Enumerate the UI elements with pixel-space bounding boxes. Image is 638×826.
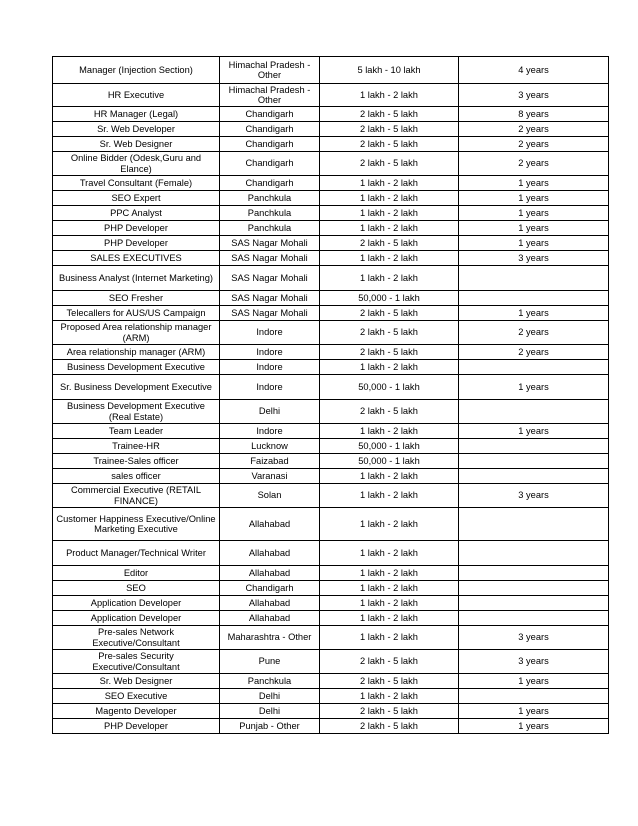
job-salary-cell: 2 lakh - 5 lakh: [320, 719, 459, 734]
job-location-cell: Allahabad: [220, 508, 320, 541]
job-experience-cell: 1 years: [459, 176, 609, 191]
job-location-cell: Maharashtra - Other: [220, 626, 320, 650]
job-salary-cell: 1 lakh - 2 lakh: [320, 566, 459, 581]
job-salary-cell: 2 lakh - 5 lakh: [320, 107, 459, 122]
job-position-cell: SEO Executive: [53, 689, 220, 704]
job-location-cell: Panchkula: [220, 674, 320, 689]
job-salary-cell: 1 lakh - 2 lakh: [320, 221, 459, 236]
job-experience-cell: 1 years: [459, 306, 609, 321]
job-location-cell: Chandigarh: [220, 107, 320, 122]
job-experience-cell: [459, 469, 609, 484]
table-row: [53, 719, 609, 734]
table-row: [53, 152, 609, 176]
job-experience-cell: 1 years: [459, 221, 609, 236]
table-row: [53, 176, 609, 191]
table-row: [53, 650, 609, 674]
table-row: [53, 191, 609, 206]
job-experience-cell: [459, 581, 609, 596]
job-location-cell: Indore: [220, 360, 320, 375]
job-experience-cell: 1 years: [459, 236, 609, 251]
job-salary-cell: 1 lakh - 2 lakh: [320, 596, 459, 611]
job-salary-cell: 2 lakh - 5 lakh: [320, 400, 459, 424]
job-salary-cell: 50,000 - 1 lakh: [320, 439, 459, 454]
job-position-cell: sales officer: [53, 469, 220, 484]
table-row: [53, 266, 609, 291]
job-location-cell: Lucknow: [220, 439, 320, 454]
job-experience-cell: 1 years: [459, 375, 609, 400]
table-row: [53, 689, 609, 704]
job-salary-cell: 1 lakh - 2 lakh: [320, 689, 459, 704]
job-salary-cell: 50,000 - 1 lakh: [320, 291, 459, 306]
table-row: [53, 57, 609, 84]
table-row: [53, 84, 609, 107]
table-row: [53, 626, 609, 650]
job-position-cell: Pre-sales Security Executive/Consultant: [53, 650, 220, 674]
job-experience-cell: 1 years: [459, 191, 609, 206]
job-location-cell: Panchkula: [220, 206, 320, 221]
job-location-cell: Solan: [220, 484, 320, 508]
job-salary-cell: 1 lakh - 2 lakh: [320, 508, 459, 541]
job-position-cell: Customer Happiness Executive/Online Marketing Executive: [53, 508, 220, 541]
job-position-cell: Editor: [53, 566, 220, 581]
job-experience-cell: 3 years: [459, 84, 609, 107]
job-position-cell: Sr. Web Developer: [53, 122, 220, 137]
job-position-cell: Trainee-Sales officer: [53, 454, 220, 469]
job-salary-cell: 1 lakh - 2 lakh: [320, 176, 459, 191]
job-location-cell: Indore: [220, 321, 320, 345]
job-position-cell: Application Developer: [53, 611, 220, 626]
table-row: [53, 221, 609, 236]
table-row: [53, 137, 609, 152]
job-salary-cell: 1 lakh - 2 lakh: [320, 581, 459, 596]
job-salary-cell: 2 lakh - 5 lakh: [320, 674, 459, 689]
job-position-cell: PPC Analyst: [53, 206, 220, 221]
job-salary-cell: 1 lakh - 2 lakh: [320, 626, 459, 650]
job-experience-cell: 2 years: [459, 345, 609, 360]
jobs-table: [52, 56, 609, 734]
job-location-cell: Chandigarh: [220, 152, 320, 176]
job-experience-cell: 1 years: [459, 674, 609, 689]
table-row: [53, 674, 609, 689]
job-salary-cell: 2 lakh - 5 lakh: [320, 236, 459, 251]
job-position-cell: Business Development Executive (Real Estate): [53, 400, 220, 424]
table-row: [53, 424, 609, 439]
job-position-cell: Sr. Business Development Executive: [53, 375, 220, 400]
job-salary-cell: 1 lakh - 2 lakh: [320, 541, 459, 566]
job-position-cell: Magento Developer: [53, 704, 220, 719]
table-row: [53, 291, 609, 306]
jobs-table-body: [53, 57, 609, 734]
table-row: [53, 581, 609, 596]
job-position-cell: PHP Developer: [53, 221, 220, 236]
job-location-cell: Chandigarh: [220, 176, 320, 191]
job-position-cell: Sr. Web Designer: [53, 137, 220, 152]
job-experience-cell: 1 years: [459, 704, 609, 719]
job-experience-cell: [459, 360, 609, 375]
job-experience-cell: 3 years: [459, 650, 609, 674]
job-position-cell: HR Manager (Legal): [53, 107, 220, 122]
job-location-cell: Indore: [220, 424, 320, 439]
job-experience-cell: 1 years: [459, 424, 609, 439]
job-location-cell: Panchkula: [220, 191, 320, 206]
job-position-cell: Business Analyst (Internet Marketing): [53, 266, 220, 291]
job-experience-cell: [459, 508, 609, 541]
table-row: [53, 360, 609, 375]
table-row: [53, 236, 609, 251]
job-salary-cell: 1 lakh - 2 lakh: [320, 360, 459, 375]
job-position-cell: Travel Consultant (Female): [53, 176, 220, 191]
job-position-cell: Pre-sales Network Executive/Consultant: [53, 626, 220, 650]
job-location-cell: Himachal Pradesh - Other: [220, 57, 320, 84]
job-location-cell: SAS Nagar Mohali: [220, 266, 320, 291]
job-experience-cell: [459, 566, 609, 581]
table-row: [53, 566, 609, 581]
table-row: [53, 345, 609, 360]
job-salary-cell: 2 lakh - 5 lakh: [320, 704, 459, 719]
job-position-cell: Sr. Web Designer: [53, 674, 220, 689]
job-experience-cell: [459, 454, 609, 469]
job-salary-cell: 2 lakh - 5 lakh: [320, 122, 459, 137]
table-row: [53, 206, 609, 221]
job-experience-cell: [459, 611, 609, 626]
job-experience-cell: [459, 439, 609, 454]
table-row: [53, 107, 609, 122]
job-position-cell: SALES EXECUTIVES: [53, 251, 220, 266]
job-location-cell: Indore: [220, 345, 320, 360]
table-row: [53, 469, 609, 484]
table-row: [53, 439, 609, 454]
job-salary-cell: 1 lakh - 2 lakh: [320, 206, 459, 221]
job-position-cell: Team Leader: [53, 424, 220, 439]
job-position-cell: Trainee-HR: [53, 439, 220, 454]
job-experience-cell: [459, 541, 609, 566]
job-location-cell: SAS Nagar Mohali: [220, 291, 320, 306]
job-position-cell: PHP Developer: [53, 236, 220, 251]
job-salary-cell: 1 lakh - 2 lakh: [320, 424, 459, 439]
table-row: [53, 596, 609, 611]
table-row: [53, 704, 609, 719]
job-experience-cell: [459, 689, 609, 704]
job-experience-cell: 8 years: [459, 107, 609, 122]
job-experience-cell: [459, 266, 609, 291]
job-experience-cell: 3 years: [459, 251, 609, 266]
job-location-cell: SAS Nagar Mohali: [220, 251, 320, 266]
job-experience-cell: [459, 400, 609, 424]
job-location-cell: Punjab - Other: [220, 719, 320, 734]
job-position-cell: SEO Expert: [53, 191, 220, 206]
job-location-cell: Varanasi: [220, 469, 320, 484]
job-location-cell: Allahabad: [220, 541, 320, 566]
job-experience-cell: 4 years: [459, 57, 609, 84]
job-position-cell: Commercial Executive (RETAIL FINANCE): [53, 484, 220, 508]
table-row: [53, 541, 609, 566]
job-salary-cell: 2 lakh - 5 lakh: [320, 137, 459, 152]
job-location-cell: Delhi: [220, 689, 320, 704]
table-row: [53, 400, 609, 424]
job-position-cell: Product Manager/Technical Writer: [53, 541, 220, 566]
job-position-cell: SEO: [53, 581, 220, 596]
job-experience-cell: 3 years: [459, 484, 609, 508]
job-salary-cell: 1 lakh - 2 lakh: [320, 84, 459, 107]
table-row: [53, 306, 609, 321]
table-row: [53, 251, 609, 266]
job-salary-cell: 1 lakh - 2 lakh: [320, 191, 459, 206]
job-location-cell: Delhi: [220, 704, 320, 719]
job-salary-cell: 2 lakh - 5 lakh: [320, 306, 459, 321]
table-row: [53, 508, 609, 541]
job-location-cell: Delhi: [220, 400, 320, 424]
job-location-cell: Himachal Pradesh - Other: [220, 84, 320, 107]
job-salary-cell: 1 lakh - 2 lakh: [320, 469, 459, 484]
job-salary-cell: 2 lakh - 5 lakh: [320, 321, 459, 345]
job-position-cell: Manager (Injection Section): [53, 57, 220, 84]
job-salary-cell: 2 lakh - 5 lakh: [320, 152, 459, 176]
job-location-cell: Panchkula: [220, 221, 320, 236]
job-position-cell: Online Bidder (Odesk,Guru and Elance): [53, 152, 220, 176]
job-salary-cell: 2 lakh - 5 lakh: [320, 650, 459, 674]
job-experience-cell: [459, 291, 609, 306]
job-location-cell: Allahabad: [220, 566, 320, 581]
job-location-cell: Chandigarh: [220, 122, 320, 137]
job-experience-cell: 2 years: [459, 122, 609, 137]
job-location-cell: Chandigarh: [220, 137, 320, 152]
job-salary-cell: 5 lakh - 10 lakh: [320, 57, 459, 84]
job-salary-cell: 50,000 - 1 lakh: [320, 454, 459, 469]
job-location-cell: Allahabad: [220, 611, 320, 626]
job-location-cell: Chandigarh: [220, 581, 320, 596]
job-experience-cell: 3 years: [459, 626, 609, 650]
job-location-cell: SAS Nagar Mohali: [220, 236, 320, 251]
job-position-cell: Application Developer: [53, 596, 220, 611]
job-location-cell: Allahabad: [220, 596, 320, 611]
table-row: [53, 484, 609, 508]
table-row: [53, 122, 609, 137]
table-row: [53, 321, 609, 345]
job-location-cell: Indore: [220, 375, 320, 400]
job-position-cell: Area relationship manager (ARM): [53, 345, 220, 360]
job-salary-cell: 1 lakh - 2 lakh: [320, 251, 459, 266]
job-salary-cell: 50,000 - 1 lakh: [320, 375, 459, 400]
table-row: [53, 375, 609, 400]
table-row: [53, 454, 609, 469]
job-location-cell: Faizabad: [220, 454, 320, 469]
job-salary-cell: 2 lakh - 5 lakh: [320, 345, 459, 360]
job-location-cell: SAS Nagar Mohali: [220, 306, 320, 321]
job-experience-cell: 1 years: [459, 719, 609, 734]
job-salary-cell: 1 lakh - 2 lakh: [320, 611, 459, 626]
job-experience-cell: 1 years: [459, 206, 609, 221]
job-salary-cell: 1 lakh - 2 lakh: [320, 266, 459, 291]
job-position-cell: Proposed Area relationship manager (ARM): [53, 321, 220, 345]
job-position-cell: Telecallers for AUS/US Campaign: [53, 306, 220, 321]
table-row: [53, 611, 609, 626]
job-salary-cell: 1 lakh - 2 lakh: [320, 484, 459, 508]
job-location-cell: Pune: [220, 650, 320, 674]
job-position-cell: SEO Fresher: [53, 291, 220, 306]
job-experience-cell: 2 years: [459, 137, 609, 152]
job-position-cell: HR Executive: [53, 84, 220, 107]
job-experience-cell: 2 years: [459, 152, 609, 176]
job-position-cell: Business Development Executive: [53, 360, 220, 375]
job-experience-cell: [459, 596, 609, 611]
job-experience-cell: 2 years: [459, 321, 609, 345]
job-position-cell: PHP Developer: [53, 719, 220, 734]
